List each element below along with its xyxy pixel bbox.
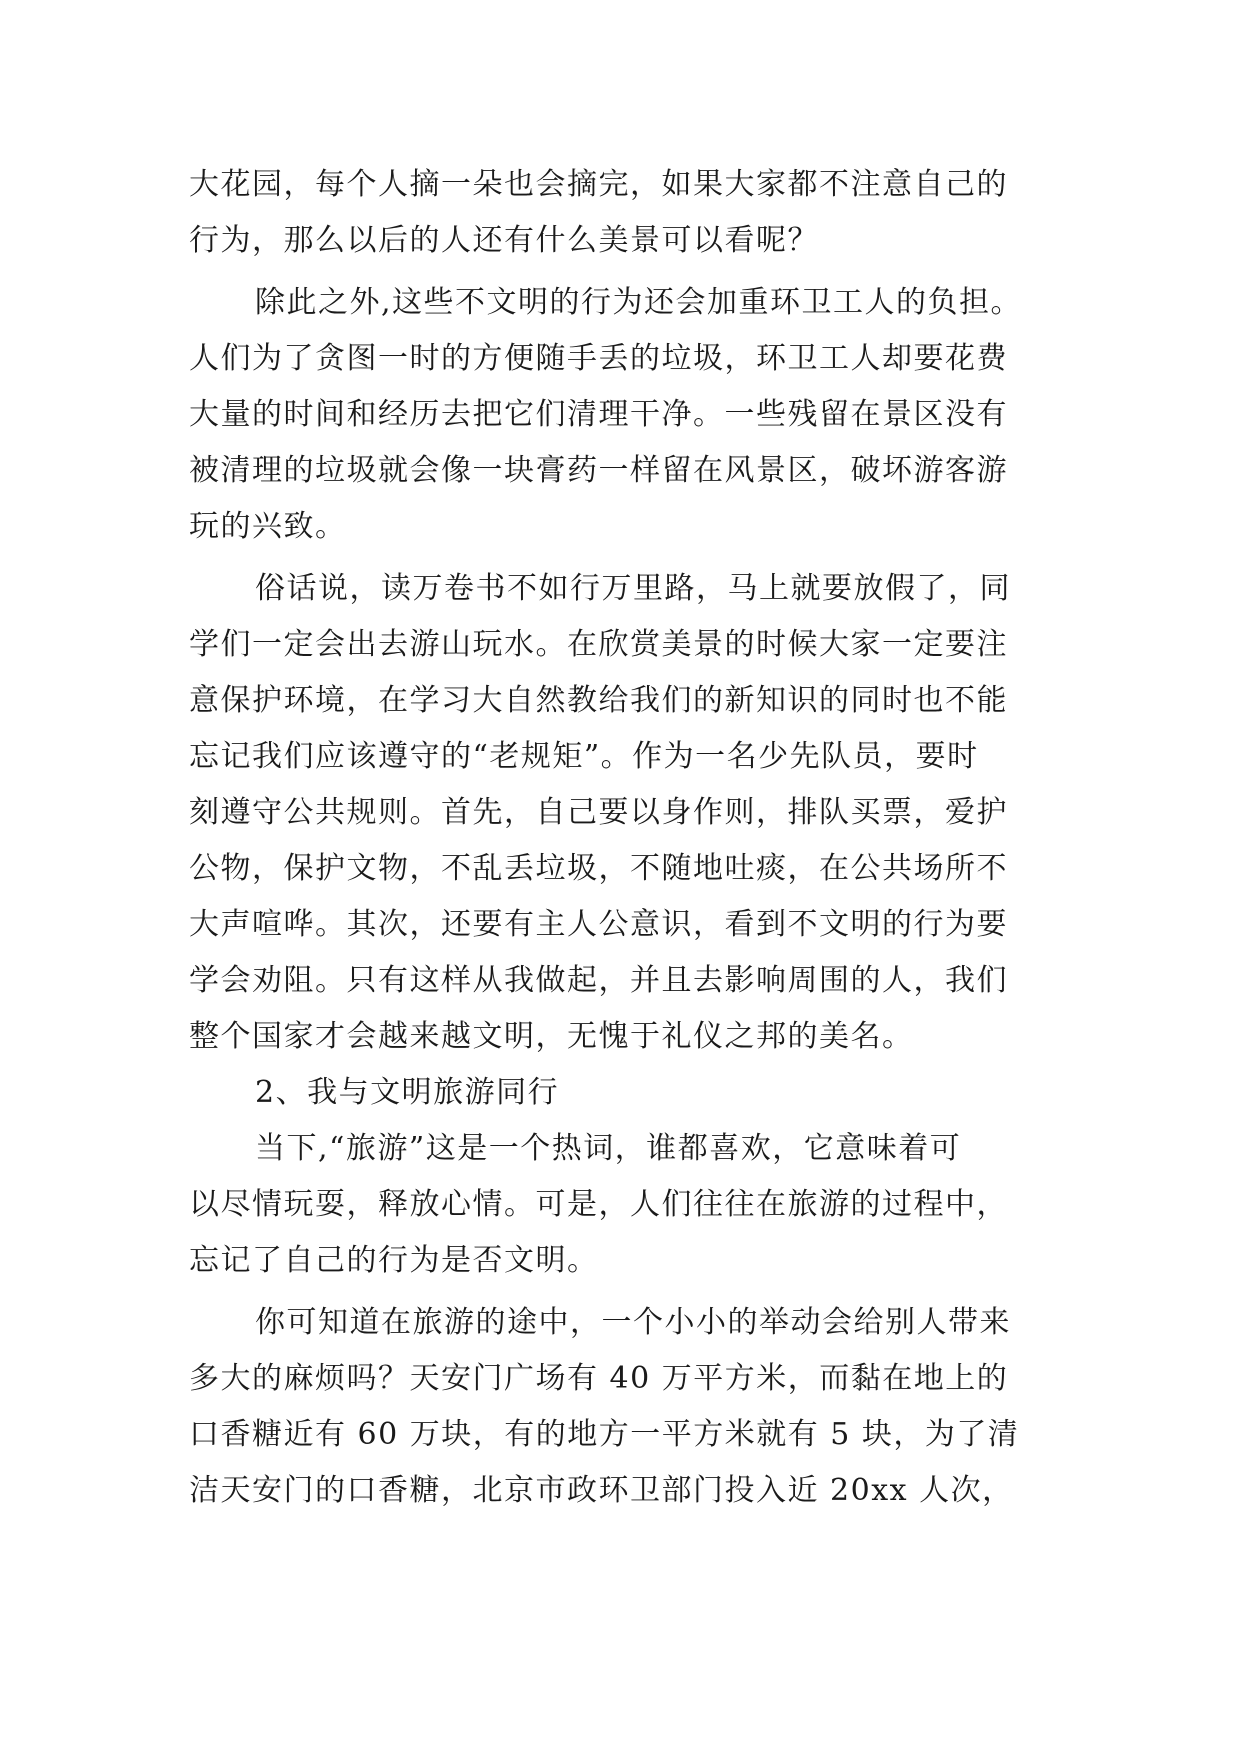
text-line: 俗话说，读万卷书不如行万里路，马上就要放假了，同 <box>255 571 1011 606</box>
text-line: 玩的兴致。 <box>189 509 347 544</box>
text-line: 公物，保护文物，不乱丢垃圾，不随地吐痰，在公共场所不 <box>189 851 1008 886</box>
text-line: 除此之外,这些不文明的行为还会加重环卫工人的负担。 <box>255 285 1023 320</box>
text-line: 大声喧哗。其次，还要有主人公意识，看到不文明的行为要 <box>189 907 1008 942</box>
text-line: 多大的麻烦吗？天安门广场有 40 万平方米，而黏在地上的 <box>189 1361 1009 1396</box>
document-body <box>189 157 1069 1519</box>
text-line: 忘记了自己的行为是否文明。 <box>189 1243 599 1278</box>
text-line: 大量的时间和经历去把它们清理干净。一些残留在景区没有 <box>189 397 1008 432</box>
text-line: 人们为了贪图一时的方便随手丢的垃圾，环卫工人却要花费 <box>189 341 1008 376</box>
text-line: 当下,“旅游”这是一个热词，谁都喜欢，它意味着可 <box>255 1131 962 1166</box>
text-line: 忘记我们应该遵守的“老规矩”。作为一名少先队员，要时 <box>189 739 979 774</box>
text-line: 以尽情玩耍，释放心情。可是，人们往往在旅游的过程中， <box>189 1187 1008 1222</box>
text-line: 学们一定会出去游山玩水。在欣赏美景的时候大家一定要注 <box>189 627 1008 662</box>
text-line: 意保护环境，在学习大自然教给我们的新知识的同时也不能 <box>189 683 1008 718</box>
text-line: 整个国家才会越来越文明，无愧于礼仪之邦的美名。 <box>189 1019 914 1054</box>
text-line: 2、我与文明旅游同行 <box>255 1075 560 1110</box>
text-line: 被清理的垃圾就会像一块膏药一样留在风景区，破坏游客游 <box>189 453 1008 488</box>
text-line: 行为，那么以后的人还有什么美景可以看呢？ <box>189 223 819 258</box>
text-line: 你可知道在旅游的途中，一个小小的举动会给别人带来 <box>255 1305 1011 1340</box>
text-line: 大花园，每个人摘一朵也会摘完，如果大家都不注意自己的 <box>189 167 1008 202</box>
text-line: 刻遵守公共规则。首先，自己要以身作则，排队买票，爱护 <box>189 795 1008 830</box>
text-line: 口香糖近有 60 万块，有的地方一平方米就有 5 块，为了清 <box>189 1417 1020 1452</box>
text-line: 洁天安门的口香糖，北京市政环卫部门投入近 20xx 人次， <box>189 1473 1014 1508</box>
text-line: 学会劝阻。只有这样从我做起，并且去影响周围的人，我们 <box>189 963 1008 998</box>
